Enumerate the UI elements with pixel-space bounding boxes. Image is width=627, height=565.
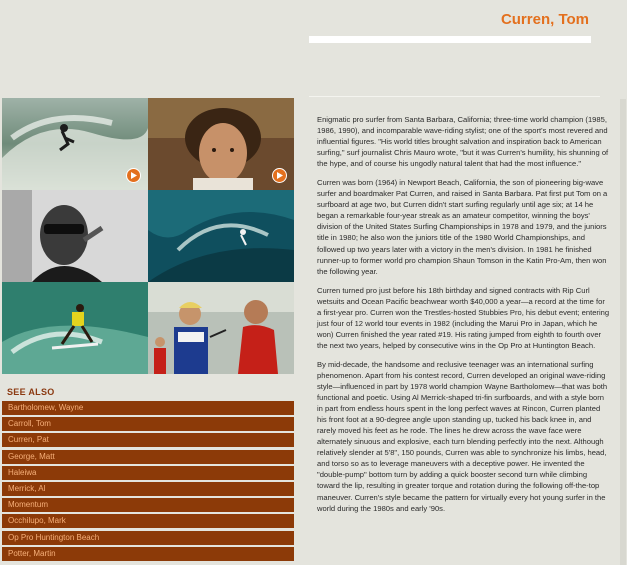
see-also-link[interactable]: Merrick, Al bbox=[2, 482, 294, 496]
article-paragraph: Enigmatic pro surfer from Santa Barbara, California; three-time world champion (1985, 1986, 1990), and incomparable wave-riding stylist; one of the sport's most revered and influential figures. "His world titles brought salvation and inspiration back to American surfing," surf journalist Chris Mauro wrote, "but it was Curren's humility, his shunning of the hype, and of course his ungodly natural talent that had the most influence." bbox=[317, 115, 609, 169]
see-also-link[interactable]: Carroll, Tom bbox=[2, 417, 294, 431]
surfer-wave-photo[interactable] bbox=[2, 98, 148, 190]
see-also-link[interactable]: Curren, Pat bbox=[2, 433, 294, 447]
portrait-photo[interactable] bbox=[148, 98, 294, 190]
surfer-turn-photo[interactable] bbox=[2, 282, 148, 374]
page-title: Curren, Tom bbox=[500, 11, 589, 28]
surfer-turn-image bbox=[2, 282, 148, 374]
interview-image bbox=[148, 282, 294, 374]
article-paragraph: Curren was born (1964) in Newport Beach, California, the son of pioneering big-wave surfer and boardmaker Pat Curren, and raised in Santa Barbara. Pat first put Tom on a surfboard at age two, but Curren didn't start surfing regularly until age six; at 14 he began a remarkable four-year streak as an amateur competitor, winning the boys' division of the United States Surfing Championships in 1978 and 1979, and the juniors title in 1980; he also won the juniors title of the 1980 World Championships, and followed up two years later with a victory in the men's division. In 1981 he finished runner-up to former world pro champion Shaun Tomson in the Katin Pro-Am, then won the following year. bbox=[317, 178, 608, 276]
see-also-link[interactable]: Bartholomew, Wayne bbox=[2, 401, 294, 415]
article-body bbox=[317, 114, 611, 522]
sunglasses-portrait-photo[interactable] bbox=[2, 190, 148, 282]
article-paragraph: Curren turned pro just before his 18th birthday and signed contracts with Rip Curl wetsuits and Ocean Pacific beachwear worth $40,000 a year—a record at the time for a first-year pro. Curren won the Trestles-hosted Stubbies Pro, his debut event; entering just four of 12 world tour events in 1982 (including the Marui Pro in Japan, which he won) Curren finished the year rated #19. His rating jumped from eighth to fourth over the next two years, helped by consecutive wins in the Op Pro at Huntington Beach. bbox=[317, 285, 610, 350]
article-paragraph: By mid-decade, the handsome and reclusive teenager was an international surfing phenomenon. Apart from his contest record, Curren developed an original wave-riding style—influenced in part by 1978 world champion Wayne Bartholomew—that was both functional and poetic. Using Al Merrick-shaped tri-fin surfboards, and with a style born in part from endless hours spent in the long perfect waves at Rincon, Curren planted his front foot at a 90-degree angle upon standing up, tucked his back knee in, and rarely moved his feet as he rode. The lines he drew across the wave face were alternately sinuous and explosive, each turn blending perfectly into the next. Although relatively slender at 5'8", 150 pounds, Curren was able to synchronize his limbs, head, and torso so as to leverage maneuvers with a deceptive power. He invented the "double-pump" bottom turn by adding a quick booster second turn while climbing toward the lip, resulting in greater torque and rotation during the following off-the-top maneuver. Curren's style became the pattern for virtually every hot young surfer in the world during the 1980s and early '90s. bbox=[317, 359, 608, 513]
see-also-link[interactable]: George, Matt bbox=[2, 450, 294, 464]
see-also-link[interactable]: Momentum bbox=[2, 498, 294, 512]
see-also-link[interactable]: Op Pro Huntington Beach bbox=[2, 531, 294, 545]
scrollbar[interactable] bbox=[620, 99, 626, 565]
see-also-link[interactable]: Haleiwa bbox=[2, 466, 294, 480]
barrel-wave-photo[interactable] bbox=[148, 190, 294, 282]
interview-photo[interactable] bbox=[148, 282, 294, 374]
see-also-link[interactable]: Potter, Martin bbox=[2, 547, 294, 561]
barrel-wave-image bbox=[148, 190, 294, 282]
photo-grid bbox=[2, 98, 294, 374]
see-also-heading: SEE ALSO bbox=[7, 387, 55, 397]
divider bbox=[309, 96, 600, 97]
see-also-list bbox=[2, 401, 294, 563]
see-also-link[interactable]: Occhilupo, Mark bbox=[2, 514, 294, 528]
play-icon[interactable] bbox=[126, 168, 141, 183]
play-icon[interactable] bbox=[272, 168, 287, 183]
title-underline bbox=[309, 36, 591, 43]
sunglasses-portrait-image bbox=[2, 190, 148, 282]
